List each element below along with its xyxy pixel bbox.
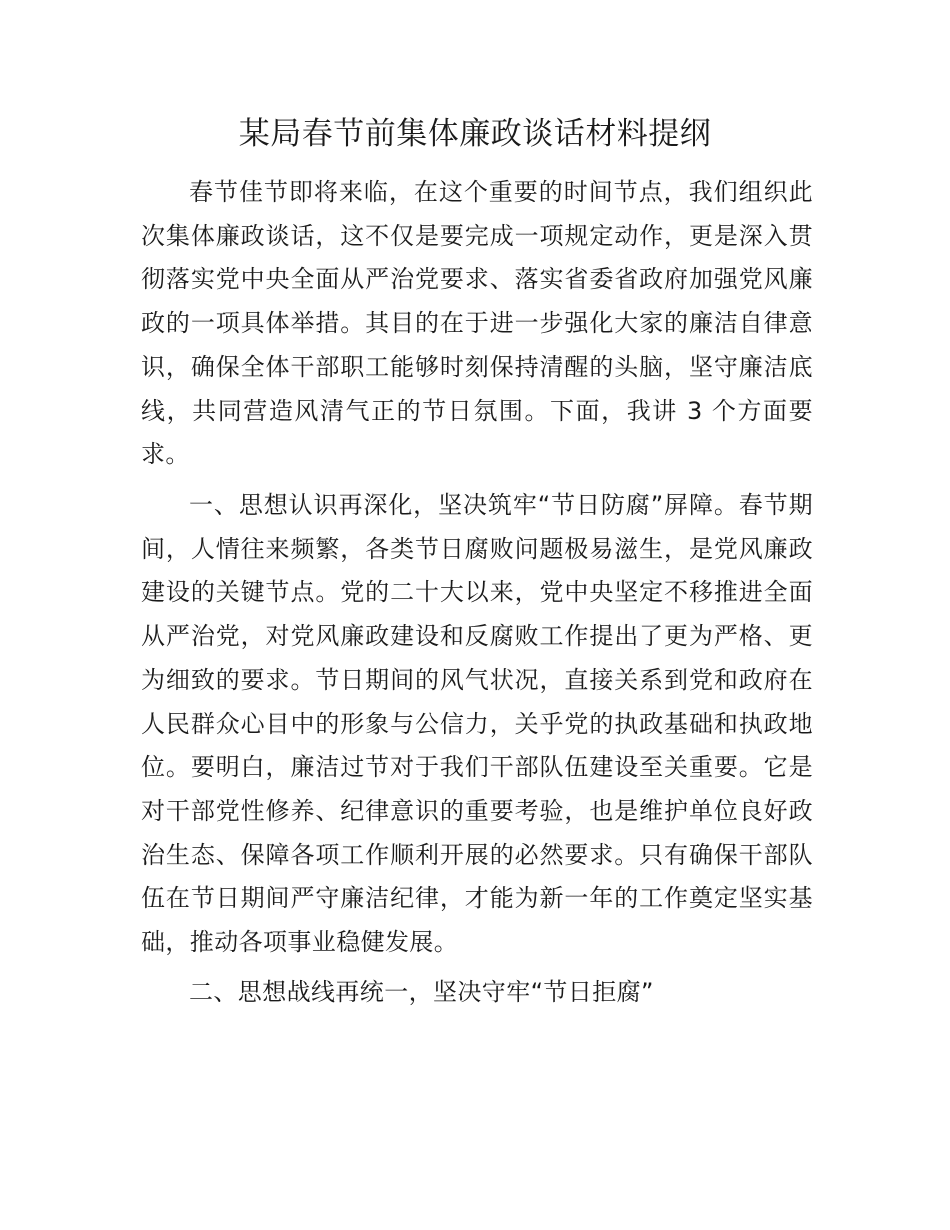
paragraph-intro: 春节佳节即将来临，在这个重要的时间节点，我们组织此次集体廉政谈话，这不仅是要完成一项规定动作，更是深入贯彻落实党中央全面从严治党要求、落实省委省政府加强党风廉政的一项具体举措。其目的在于进一步强化大家的廉洁自律意识，确保全体干部职工能够时刻保持清醒的头脑，坚守廉洁底线，共同营造风清气正的节日氛围。下面，我讲 3 个方面要求。 [141,178,813,469]
document-title: 某局春节前集体廉政谈话材料提纲 [238,116,712,152]
paragraph-section-two: 二、思想战线再统一，坚决守牢“节日拒腐” [189,978,654,1006]
paragraph-section-one: 一、思想认识再深化，坚决筑牢“节日防腐”屏障。春节期间，人情往来频繁，各类节日腐败问题极易滋生，是党风廉政建设的关键节点。党的二十大以来，党中央坚定不移推进全面从严治党，对党风廉政建设和反腐败工作提出了更为严格、更为细致的要求。节日期间的风气状况，直接关系到党和政府在人民群众心目中的形象与公信力，关乎党的执政基础和执政地位。要明白，廉洁过节对于我们干部队伍建设至关重要。它是对干部党性修养、纪律意识的重要考验，也是维护单位良好政治生态、保障各项工作顺利开展的必然要求。只有确保干部队伍在节日期间严守廉洁纪律，才能为新一年的工作奠定坚实基础，推动各项事业稳健发展。 [141,491,813,957]
